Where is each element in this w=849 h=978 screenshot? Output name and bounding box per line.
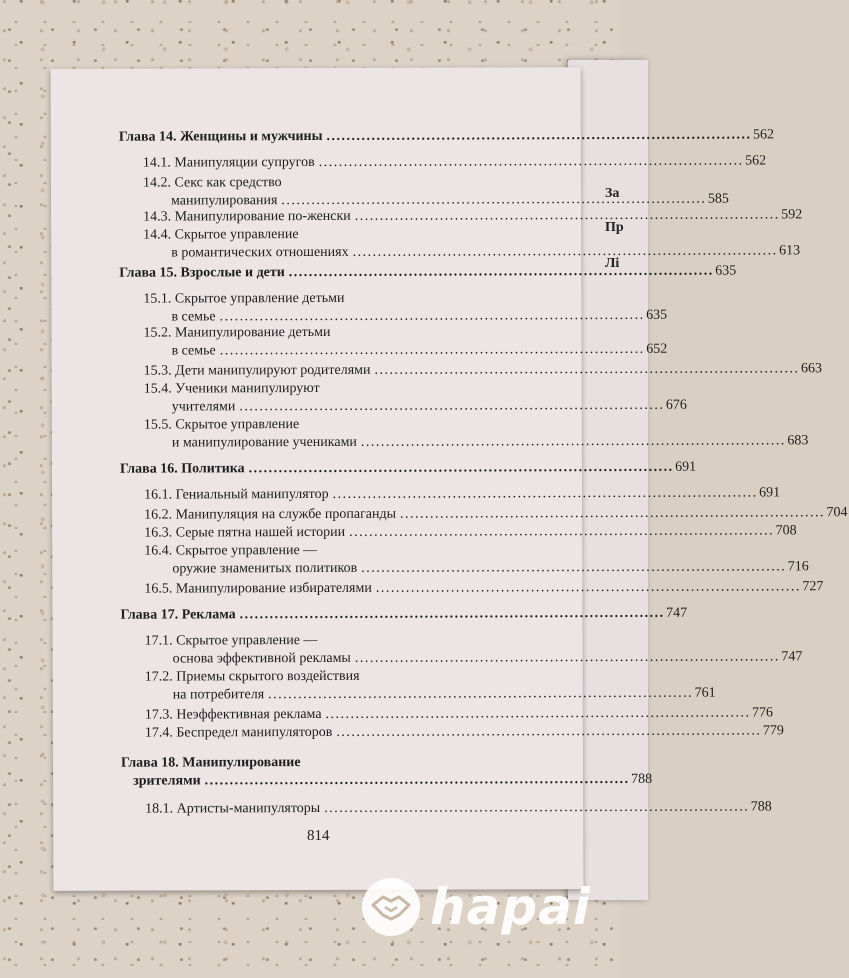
toc-section-entry: 15.1. Скрытое управление детьми: [143, 290, 345, 307]
toc-page-number: 691: [759, 485, 781, 501]
toc-page-number: 776: [751, 705, 774, 721]
toc-entry-title: и манипулирование учениками: [171, 434, 357, 451]
toc-page-number: 676: [665, 397, 687, 413]
toc-section-entry: [171, 243, 801, 261]
toc-section-entry: [171, 433, 809, 451]
toc-leader-dots: [325, 704, 748, 722]
toc-leader-dots: [333, 484, 756, 502]
toc-page-number: 652: [646, 341, 668, 357]
toc-leader-dots: [324, 799, 747, 817]
toc-page-number: 663: [800, 361, 823, 377]
toc-page-number: 635: [715, 263, 737, 279]
toc-chapter-entry: [120, 605, 688, 623]
toc-page-number: 683: [787, 433, 809, 449]
handshake-icon: [362, 878, 420, 936]
toc-section-entry: [144, 579, 824, 597]
toc-page-number: 779: [762, 723, 784, 739]
toc-leader-dots: [249, 459, 672, 477]
toc-section-entry: [144, 523, 797, 541]
toc-entry-title: 14.3. Манипулирование по-женски: [143, 208, 351, 225]
toc-leader-dots: [374, 360, 797, 378]
toc-section-entry: 14.2. Секс как средство: [142, 175, 282, 191]
toc-entry-title: зрителями: [133, 773, 201, 789]
toc-entry-title: 16.3. Серые пятна нашей истории: [144, 524, 346, 541]
toc-entry-title: в романтических отношениях: [171, 244, 349, 261]
page-number: 814: [306, 827, 330, 845]
toc-section-entry: 17.1. Скрытое управление —: [144, 632, 318, 649]
toc-section-entry: [172, 649, 803, 667]
toc-page-number: 592: [781, 207, 803, 223]
toc-page-number: 708: [775, 523, 797, 539]
toc-leader-dots: [268, 685, 691, 703]
toc-leader-dots: [205, 771, 628, 789]
toc-page-number: 727: [802, 579, 824, 595]
toc-section-entry: [142, 153, 767, 171]
toc-entry-title: 17.3. Неэффективная реклама: [144, 706, 322, 723]
toc-section-entry: [144, 485, 781, 503]
toc-page-number: 747: [666, 605, 688, 621]
toc-section-entry: [143, 207, 803, 225]
toc-leader-dots: [355, 648, 778, 666]
toc-entry-title: манипулирования: [171, 193, 278, 209]
toc-section-entry: 15.2. Манипулирование детьми: [143, 324, 331, 341]
toc-section-entry: [171, 397, 687, 415]
toc-section-entry: [172, 559, 809, 577]
toc-entry-title: 16.5. Манипулирование избирателями: [144, 580, 372, 597]
toc-entry-title: 14.1. Манипуляции супругов: [142, 155, 315, 171]
toc-entry-title: 16.2. Манипуляция на службе пропаганды: [144, 506, 397, 523]
toc-section-entry: 15.5. Скрытое управление: [143, 417, 300, 433]
toc-page-number: 761: [694, 685, 716, 701]
toc-section-entry: 15.4. Ученики манипулируют: [143, 380, 320, 397]
toc-entry-title: в семье: [171, 309, 216, 325]
toc-section-entry: [144, 505, 848, 523]
toc-page-number: 747: [781, 649, 803, 665]
toc-section-entry: 14.4. Скрытое управление: [143, 227, 299, 243]
toc-leader-dots: [239, 397, 662, 415]
toc-leader-dots: [289, 263, 712, 281]
toc-chapter-entry: Глава 18. Манипулирование: [120, 755, 301, 771]
toc-page-number: 562: [752, 127, 775, 143]
watermark-logo: [362, 878, 591, 936]
toc-leader-dots: [220, 307, 643, 325]
toc-entry-title: на потребителя: [172, 687, 265, 703]
toc-entry-title: 18.1. Артисты-манипуляторы: [145, 800, 321, 817]
toc-leader-dots: [400, 504, 823, 522]
toc-entry-title: в семье: [171, 343, 216, 359]
toc-entry-title: Глава 17. Реклама: [120, 607, 236, 623]
toc-chapter-entry: [119, 459, 697, 477]
toc-page-number: 635: [646, 307, 668, 323]
facing-page-text: За: [605, 186, 620, 201]
toc-section-entry: [144, 723, 784, 741]
toc-section-entry: [172, 685, 716, 703]
toc-entry-title: 15.3. Дети манипулируют родителями: [143, 362, 371, 379]
toc-section-entry: 16.4. Скрытое управление —: [144, 542, 318, 559]
toc-page-number: 704: [826, 505, 848, 521]
toc-section-entry: [171, 341, 668, 359]
toc-entry-title: основа эффективной рекламы: [172, 650, 351, 667]
toc-leader-dots: [240, 605, 663, 623]
toc-entry-title: учителями: [171, 399, 236, 415]
toc-section-entry: [145, 799, 772, 817]
toc-chapter-entry: [133, 771, 653, 789]
toc-page-number: 788: [631, 771, 653, 787]
toc-entry-title: 16.1. Гениальный манипулятор: [144, 486, 329, 503]
toc-leader-dots: [326, 126, 749, 144]
toc-entry-title: Глава 15. Взрослые и дети: [119, 265, 285, 281]
toc-leader-dots: [376, 578, 799, 596]
toc-chapter-entry: [118, 127, 775, 145]
toc-page-number: 585: [707, 191, 729, 207]
toc-entry-title: оружие знаменитых политиков: [172, 560, 358, 577]
toc-leader-dots: [220, 341, 643, 359]
toc-section-entry: [144, 705, 774, 723]
toc-leader-dots: [349, 522, 772, 540]
toc-section-entry: 17.2. Приемы скрытого воздействия: [144, 668, 360, 685]
toc-leader-dots: [355, 206, 778, 224]
toc-leader-dots: [361, 558, 784, 576]
toc-page-number: 788: [750, 799, 772, 815]
facing-page-text: Пр: [605, 220, 624, 235]
toc-page-number: 562: [745, 153, 767, 169]
toc-entry-title: Глава 16. Политика: [119, 461, 245, 477]
toc-entry-title: 17.4. Беспредел манипуляторов: [144, 724, 333, 741]
toc-page-number: 716: [787, 559, 809, 575]
toc-page-number: 691: [675, 459, 697, 475]
toc-page-number: 613: [779, 243, 801, 259]
toc-leader-dots: [319, 153, 742, 171]
watermark-text: hapai: [430, 878, 592, 936]
toc-leader-dots: [361, 432, 784, 450]
toc-section-entry: [143, 361, 823, 379]
toc-entry-title: Глава 14. Женщины и мужчины: [118, 128, 323, 145]
toc-leader-dots: [336, 722, 759, 740]
facing-page-text: Лі: [605, 256, 620, 271]
toc-leader-dots: [353, 242, 776, 260]
